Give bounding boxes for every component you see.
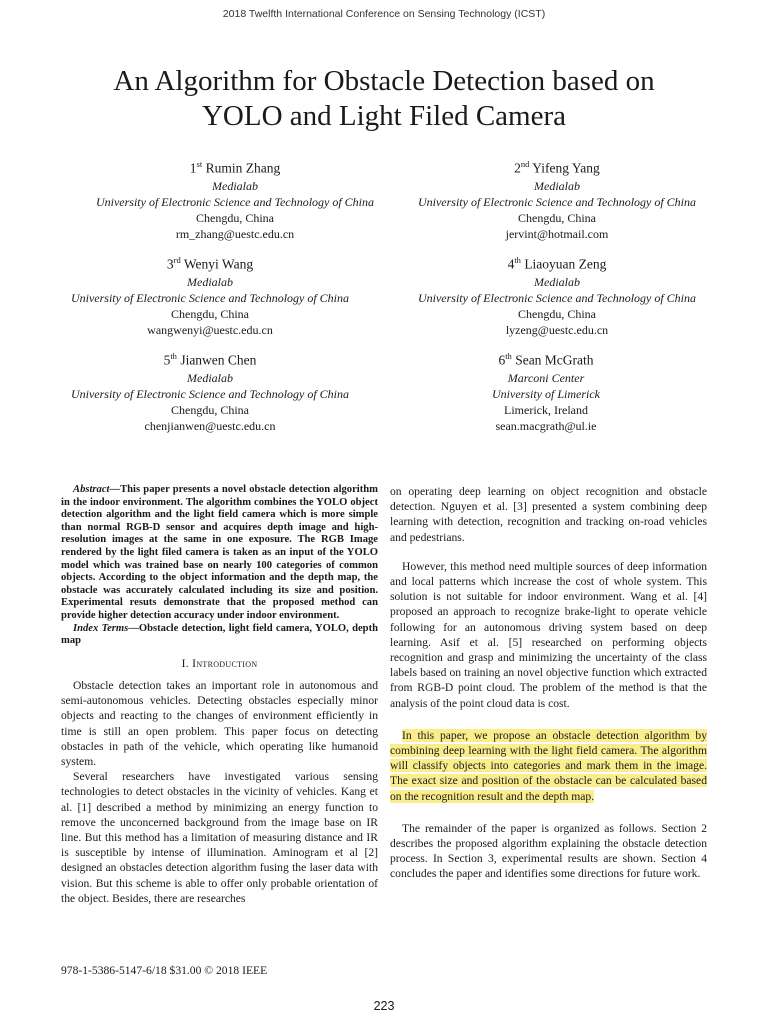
author-block-4 (392, 251, 722, 338)
author-email: chenjianwen@uestc.edu.cn (144, 418, 276, 433)
author-email: wangwenyi@uestc.edu.cn (147, 322, 273, 337)
author-dept: Medialab (212, 178, 258, 193)
author-city: Chengdu, China (171, 306, 249, 321)
author-city: Chengdu, China (518, 306, 596, 321)
author-email: rm_zhang@uestc.edu.cn (175, 226, 295, 241)
author-city: Chengdu, China (518, 210, 596, 225)
right-column (390, 484, 707, 882)
abstract-label: Abstract (73, 484, 110, 495)
paragraph: However, this method need multiple sources of deep information and local patterns which increase the cost of whole system. This solution is not suitable for indoor environment. Wang et al. [4] proposed an approach to recognize brake-light to operate vehicle following for an autonomous driving system based on deep learning. Asif et al. [5] researched on performing objects recognition and grasp and minimizing the uncertainty of the class labels based on training an novel objective function which extracted from RGB-D point cloud. The problem of the method is that the analysis of the point cloud data is cost. (390, 559, 707, 710)
highlight: In this paper, we propose an obstacle detection algorithm by combining deep learning with the light field camera. The algorithm will classify objects into categories and mark them in the image. The exact size and position of the obstacle can be calculated based on the recognition result and the depth map. (390, 728, 707, 803)
author-org: University of Electronic Science and Technology of China (95, 194, 375, 209)
paper-title (40, 64, 728, 134)
abstract (61, 484, 378, 623)
author-dept: Medialab (534, 274, 580, 289)
title-line-1: An Algorithm for Obstacle Detection based on (113, 65, 655, 97)
author-email: lyzeng@uestc.edu.cn (505, 322, 609, 337)
author-name: 3rd Wenyi Wang (166, 255, 254, 272)
conference-header: 2018 Twelfth International Conference on Sensing Technology (ICST) (222, 8, 546, 20)
author-name: 6th Sean McGrath (498, 351, 594, 368)
author-block-2 (392, 155, 722, 242)
author-block-1 (70, 155, 400, 242)
index-terms-label: Index Terms (73, 622, 129, 634)
author-city: Chengdu, China (196, 210, 274, 225)
author-dept: Marconi Center (507, 370, 585, 385)
author-block-6 (381, 347, 711, 434)
author-name: 1st Rumin Zhang (189, 159, 281, 176)
author-dept: Medialab (187, 274, 233, 289)
author-name: 5th Jianwen Chen (163, 351, 257, 368)
index-terms-text: —Obstacle detection, light field camera, YOLO, depth map (61, 622, 378, 647)
author-org: University of Electronic Science and Technology of China (70, 386, 350, 401)
author-block-5 (45, 347, 375, 434)
paragraph: on operating deep learning on object recognition and obstacle detection. Nguyen et al. [3] presented a system combining deep learning with detection, recognition and tracking on-road vehicles and pedestrians. (390, 485, 707, 544)
author-email: jervint@hotmail.com (505, 226, 609, 241)
section-heading-introduction: I. Introduction (181, 656, 258, 670)
author-email: sean.macgrath@ul.ie (495, 418, 597, 433)
paragraph: Several researchers have investigated various sensing technologies to detect obstacles in the vicinity of vehicles. Kang et al. [1] described a method by minimizing an energy function to remove the unconcerned background from the image base on IR line. But this method has a limitation of measuring distance and IR is susceptible by intense of illumination. Aminogram et al [2] designed an obstacles detection algorithm fusing the laser data with vision. But this scheme is able to offer only probable orientation of the object. Besides, there are researches (61, 770, 378, 905)
title-line-2: YOLO and Light Filed Camera (201, 100, 567, 132)
author-dept: Medialab (534, 178, 580, 193)
page-number: 223 (373, 999, 395, 1013)
author-org: University of Limerick (492, 386, 600, 401)
author-city: Chengdu, China (171, 402, 249, 417)
copyright-notice: 978-1-5386-5147-6/18 $31.00 © 2018 IEEE (61, 964, 268, 977)
author-dept: Medialab (187, 370, 233, 385)
author-name: 4th Liaoyuan Zeng (507, 255, 607, 272)
index-terms (61, 623, 378, 648)
paragraph: Obstacle detection takes an important role in autonomous and semi-autonomous vehicles. Detecting obstacles especially minor objects and reacting to the changes of environment efficiently in time is still an open problem. This paper focus on detecting obstacles in path of the vehicle, which operating like humanoid system. (61, 678, 378, 768)
author-org: University of Electronic Science and Technology of China (417, 290, 697, 305)
author-block-3 (45, 251, 375, 338)
author-org: University of Electronic Science and Technology of China (70, 290, 350, 305)
abstract-text: —This paper presents a novel obstacle detection algorithm in the indoor environment. The algorithm combines the YOLO object detection algorithm and the light field camera which is more simple than normal RGB-D sensor and acquires depth image and high-resolution images at the same in one exposure. The RGB Image rendered by the light filed camera is taken as an input of the YOLO model which was trained base on nearly 100 categories of common objects. According to the object information and the depth map, the obstacle was accurately calculated including its size and position. Experimental resuts demonstrate that the proposed method can provide higher detection accuracy under indoor environment. (61, 484, 378, 621)
paragraph: The remainder of the paper is organized as follows. Section 2 describes the proposed algorithm explaining the obstacle detection process. In Section 3, experimental results are shown. Section 4 concludes the paper and identifies some directions for future work. (390, 821, 707, 881)
author-name: 2nd Yifeng Yang (514, 159, 600, 176)
author-city: Limerick, Ireland (504, 402, 588, 417)
highlighted-paragraph (390, 728, 707, 804)
left-column (61, 484, 378, 906)
author-org: University of Electronic Science and Technology of China (417, 194, 697, 209)
